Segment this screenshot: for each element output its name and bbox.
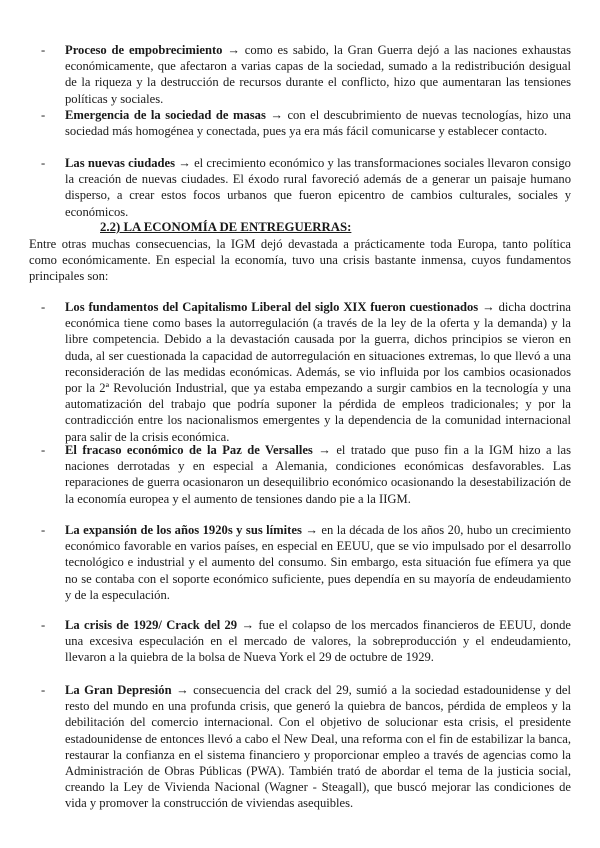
list-item <box>41 682 571 812</box>
item-text: el tratado que puso fin a la IGM hizo a las naciones derrotadas y en especial a Alemania, condiciones económicas desfavorables. Las reparaciones de guerra ocasionaron un desequilibrio económico ocasionando la desestabilización de la economía europea y el aumento de tensiones dando pie a la IIGM. <box>65 443 572 506</box>
list-item <box>41 107 571 139</box>
arrow-icon: → <box>241 618 255 632</box>
list-item <box>41 42 571 107</box>
item-title: Los fundamentos del Capitalismo Liberal del siglo XIX fueron cuestionados <box>65 300 479 314</box>
bullet-dash: - <box>41 683 46 697</box>
arrow-icon: → <box>482 300 495 314</box>
item-title: El fracaso económico de la Paz de Versalles <box>65 443 313 457</box>
item-text: con el descubrimiento de nuevas tecnologías, hizo una sociedad más homogénea y conectada, pues ya era más fácil comunicarse y establecer contacto. <box>65 108 571 139</box>
item-title: La Gran Depresión <box>65 683 172 697</box>
arrow-icon: → <box>178 156 191 170</box>
bullet-dash: - <box>41 108 46 122</box>
intro-paragraph: Entre otras muchas consecuencias, la IGM dejó devastada a prácticamente toda Europa, tanto política como económicamente. En especial la economía, tuvo una crisis bastante inmensa, cuyos fundamentos principales son: <box>29 237 571 284</box>
arrow-icon: → <box>318 443 331 457</box>
list-item <box>41 522 571 603</box>
bullet-dash: - <box>41 300 46 314</box>
arrow-icon: → <box>270 108 283 122</box>
bullet-dash: - <box>41 43 46 57</box>
arrow-icon: → <box>227 43 240 57</box>
item-title: Emergencia de la sociedad de masas <box>65 108 266 122</box>
item-text: como es sabido, la Gran Guerra dejó a las naciones exhaustas económicamente, que afectaron a varias capas de la sociedad, sumado a la redistribución desigual de la riqueza y la destrucción de recursos durante el conflicto, hizo que aumentaran las tensiones políticas y sociales. <box>65 43 571 106</box>
item-text: en la década de los años 20, hubo un crecimiento económico favorable en varios países, en especial en EEUU, que se vio impulsado por el desarrollo tecnológico e industrial y el aumento del consumo. Sin embargo, esta situación fue efímera ya que no se contaba con el soporte económico suficiente, pues dependía en su mayoría de endeudamiento y de la especulación. <box>65 523 571 602</box>
item-title: Las nuevas ciudades <box>65 156 176 170</box>
list-item <box>41 299 571 445</box>
list-item <box>41 617 571 666</box>
list-item <box>41 155 571 220</box>
bullet-dash: - <box>41 443 46 457</box>
item-text: dicha doctrina económica tiene como bases la autorregulación (a través de la ley de la oferta y la demanda) y la libre competencia. Debido a la devastación causada por la guerra, dichos principios se vieron en duda, al ser cuestionada la capacidad de autorregulación en situaciones extremas, lo que llevó a una reconsideración de las medidas económicas. Además, se vio influida por los cambios ocasionados por la 2ª Revolución Industrial, que ya estaba empezando a surgir cambios en la tecnología y una automatización del trabajo que podría suponer la pérdida de empleos tradicionales; y por la contradicción entre los nacionalismos emergentes y la dependencia de la comunidad internacional para salir de la crisis económica. <box>65 300 572 444</box>
list-item <box>41 442 571 507</box>
item-title: Proceso de empobrecimiento <box>65 43 223 57</box>
item-text: el crecimiento económico y las transformaciones sociales llevaron consigo la creación de nuevas ciudades. El éxodo rural favoreció además de a generar un paisaje humano disperso, a crear estos focos urbanos que fueron epicentro de cambios culturales, sociales y económicos. <box>65 156 571 219</box>
bullet-dash: - <box>41 618 46 632</box>
item-text: fue el colapso de los mercados financieros de EEUU, donde una excesiva especulación en el mercado de valores, la sobreproducción y el endeudamiento, llevaron a la quiebra de la bolsa de Nueva York el 29 de octubre de 1929. <box>65 618 572 665</box>
bullet-dash: - <box>41 156 46 170</box>
bullet-dash: - <box>41 523 46 537</box>
arrow-icon: → <box>305 523 318 537</box>
item-text: consecuencia del crack del 29, sumió a la sociedad estadounidense y del resto del mundo en una profunda crisis, que generó la quiebra de bancos, pérdida de empleos y la debilitación del comercio internacional. Con el objetivo de solucionar esta crisis, el presidente estadounidense de entonces llevó a cabo el New Deal, una reforma con el fin de estabilizar la banca, restaurar la confianza en el sistema financiero y proporcionar empleo a través de agencias como la Administración de Obras Públicas (PWA). También trató de abordar el tema de la justicia social, creando la Ley de Vivienda Nacional (Wagner - Steagall), que buscó mejorar las condiciones de vida y promover la construcción de viviendas asequibles. <box>65 683 571 811</box>
section-heading: 2.2) LA ECONOMÍA DE ENTREGUERRAS: <box>100 220 352 234</box>
item-title: La crisis de 1929/ Crack del 29 <box>65 618 238 632</box>
item-title: La expansión de los años 1920s y sus límites <box>65 523 302 537</box>
arrow-icon: → <box>176 683 189 697</box>
